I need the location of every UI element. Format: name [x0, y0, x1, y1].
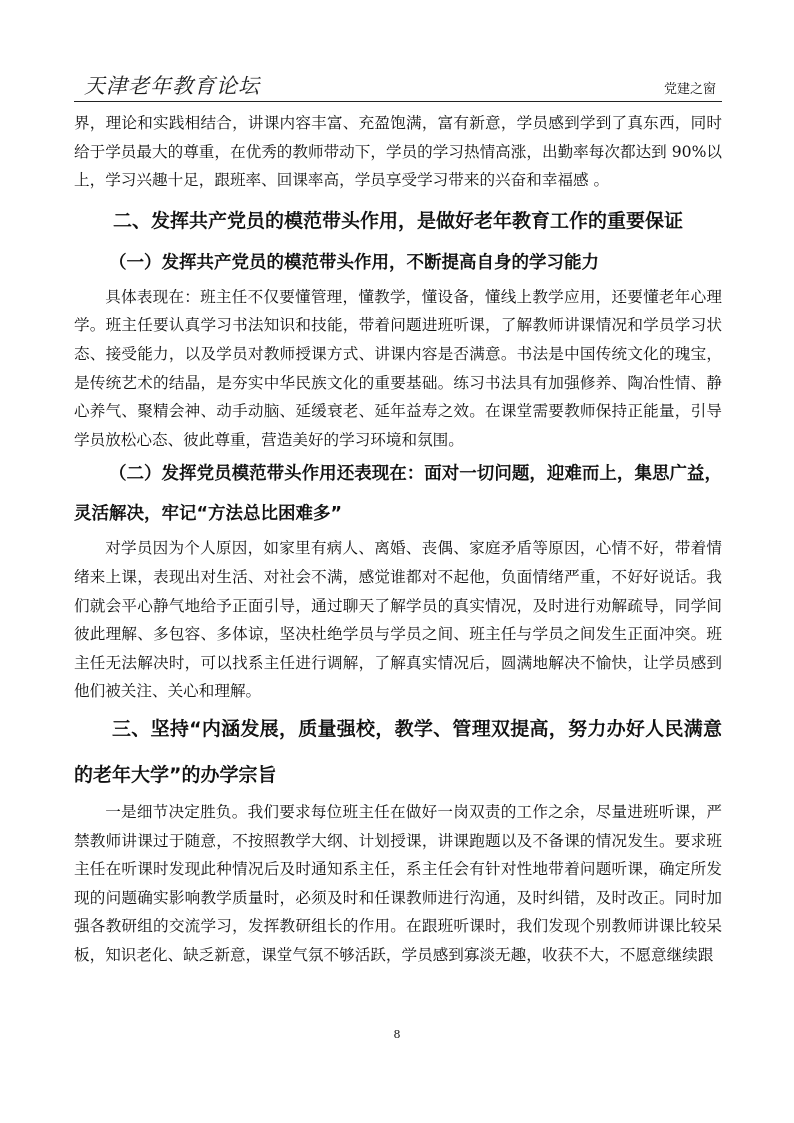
article-body: [74, 109, 722, 969]
page-number: 8: [393, 1028, 401, 1041]
paragraph-learning-ability: 具体表现在：班主任不仅要懂管理，懂教学，懂设备，懂线上教学应用，还要懂老年心理学。班主任要认真学习书法知识和技能，带着问题进班听课，了解教师讲课情况和学员学习状态、接受能力，以及学员对教师授课方式、讲课内容是否满意。书法是中国传统文化的瑰宝，是传统艺术的结晶，是夯实中华民族文化的重要基础。练习书法具有加强修养、陶冶性情、静心养气、聚精会神、动手动脑、延缓衰老、延年益寿之效。在课堂需要教师保持正能量，引导学员放松心态、彼此尊重，营造美好的学习环境和氛围。: [74, 287, 722, 449]
section-heading-2: 二、发挥共产党员的模范带头作用，是做好老年教育工作的重要保证: [112, 209, 683, 232]
publication-logo: 天津老年教育论坛: [84, 74, 260, 98]
page-header: [74, 62, 722, 102]
header-divider: [74, 101, 722, 102]
section-heading-3: 三、坚持“内涵发展，质量强校，教学、管理双提高，努力办好人民满意的老年大学”的办学宗旨: [74, 717, 722, 786]
paragraph-continued: 界，理论和实践相结合，讲课内容丰富、充盈饱满，富有新意，学员感到学到了真东西，同时给于学员最大的尊重，在优秀的教师带动下，学员的学习热情高涨，出勤率每次都达到 90%以上，学习兴趣十足，跟班率、回课率高，学员享受学习带来的兴奋和幸福感 。: [74, 114, 722, 190]
subsection-heading-1: （一）发挥共产党员的模范带头作用，不断提高自身的学习能力: [109, 252, 599, 273]
section-label: 党建之窗: [663, 82, 716, 97]
paragraph-student-guidance: 对学员因为个人原因，如家里有病人、离婚、丧偶、家庭矛盾等原因，心情不好，带着情绪来上课，表现出对生活、对社会不满，感觉谁都对不起他，负面情绪严重，不好好说话。我们就会平心静气地给予正面引导，通过聊天了解学员的真实情况，及时进行劝解疏导，同学间彼此理解、多包容、多体谅，坚决杜绝学员与学员之间、班主任与学员之间发生正面冲突。班主任无法解决时，可以找系主任进行调解，了解真实情况后，圆满地解决不愉快，让学员感到他们被关注、关心和理解。: [74, 539, 722, 701]
paragraph-details: 一是细节决定胜负。我们要求每位班主任在做好一岗双责的工作之余，尽量进班听课，严禁教师讲课过于随意，不按照教学大纲、计划授课，讲课跑题以及不备课的情况发生。要求班主任在听课时发现此种情况后及时通知系主任，系主任会有针对性地带着问题听课，确定所发现的问题确实影响教学质量时，必须及时和任课教师进行沟通，及时纠错，及时改正。同时加强各教研组的交流学习，发挥教研组长的作用。在跟班听课时，我们发现个别教师讲课比较呆板，知识老化、缺乏新意，课堂气氛不够活跃，学员感到寡淡无趣，收获不大，不愿意继续跟: [74, 802, 722, 964]
subsection-heading-2: （二）发挥党员模范带头作用还表现在：面对一切问题，迎难而上，集思广益，灵活解决，牢记“方法总比困难多”: [74, 464, 722, 525]
